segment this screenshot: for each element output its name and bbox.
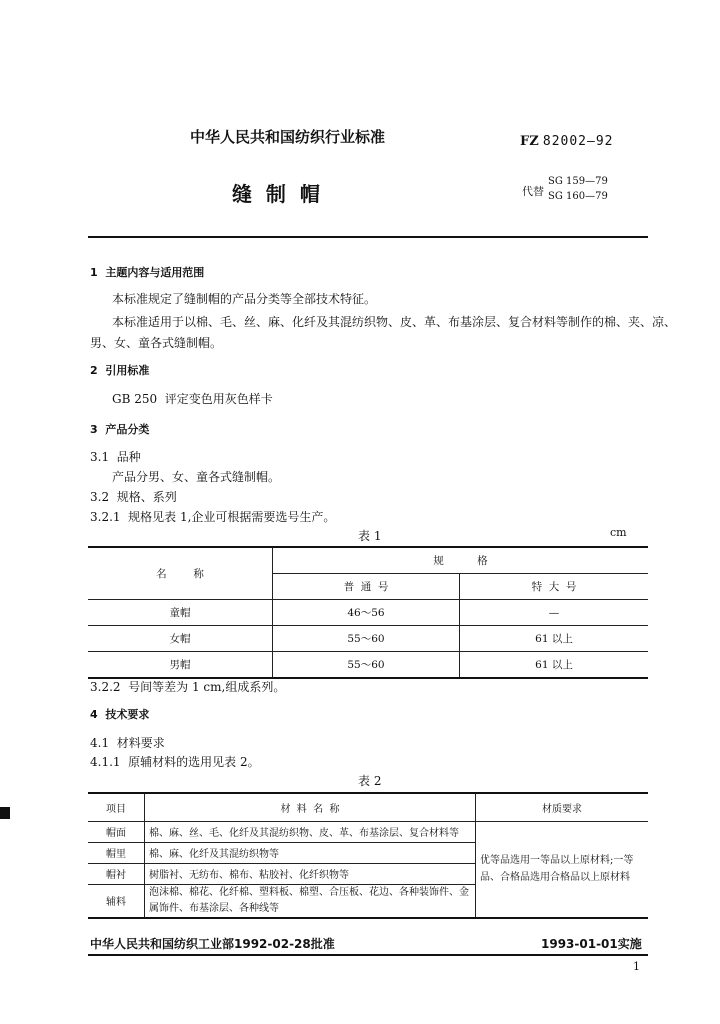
table-2-cell-item: 帽衬 [88, 863, 145, 884]
section-4-heading: 4 技术要求 [90, 708, 150, 721]
clause-3-2-1-text: 3.2.1 规格见表 1,企业可根据需要选号生产。 [90, 510, 336, 524]
clause-3-1-text: 产品分男、女、童各式缝制帽。 [112, 470, 281, 484]
standard-prefix: FZ [520, 134, 539, 149]
replaced-standard-2: SG 160—79 [548, 191, 608, 202]
table-1-header-large: 特 大 号 [460, 574, 649, 600]
replaced-standard-1: SG 159—79 [548, 176, 608, 187]
table-2-header-material: 材 料 名 称 [145, 793, 476, 821]
table-2-cell-item: 帽里 [88, 842, 145, 863]
table-1-cell-name: 女帽 [88, 626, 273, 652]
section-1-paragraph-2: 本标准适用于以棉、毛、丝、麻、化纤及其混纺织物、皮、革、布基涂层、复合材料等制作的棉、夹、凉、 [112, 315, 677, 329]
table-2-header-requirement: 材质要求 [476, 793, 649, 821]
table-2-header-item: 项目 [88, 793, 145, 821]
clause-4-1-1-text: 4.1.1 原辅材料的选用见表 2。 [90, 755, 260, 769]
table-1-cell-large: — [460, 600, 649, 626]
section-1-heading: 1 主题内容与适用范围 [90, 266, 205, 279]
table-1-cell-large: 61 以上 [460, 652, 649, 679]
table-1-cell-normal: 55～60 [273, 626, 460, 652]
table-2-cell-material: 泡沫棉、棉花、化纤棉、塑料板、棉塑、合压板、花边、各种装饰件、金属饰件、布基涂层、各种线等 [145, 884, 476, 918]
scan-edge-mark [0, 807, 10, 819]
section-2-heading: 2 引用标准 [90, 364, 150, 377]
table-1-cell-name: 童帽 [88, 600, 273, 626]
clause-4-1-heading: 4.1 材料要求 [90, 736, 165, 750]
table-1-cell-large: 61 以上 [460, 626, 649, 652]
table-2-cell-material: 棉、麻、丝、毛、化纤及其混纺织物、皮、革、布基涂层、复合材料等 [145, 821, 476, 842]
table-row [88, 821, 648, 842]
table-row [88, 626, 648, 652]
table-1-caption: 表 1 [358, 529, 382, 543]
clause-3-2-heading: 3.2 规格、系列 [90, 490, 177, 504]
table-2 [88, 792, 648, 919]
table-2-cell-material: 树脂衬、无纺布、棉布、粘胶衬、化纤织物等 [145, 863, 476, 884]
table-1-header-spec: 规 格 [273, 547, 649, 574]
document-title: 缝 制 帽 [232, 182, 320, 206]
issuing-organization: 中华人民共和国纺织行业标准 [190, 128, 386, 146]
page-number: 1 [633, 960, 640, 973]
table-2-cell-material: 棉、麻、化纤及其混纺织物等 [145, 842, 476, 863]
table-2-cell-item: 辅料 [88, 884, 145, 918]
replaces-label: 代替 [522, 185, 544, 198]
approval-statement: 中华人民共和国纺织工业部1992-02-28批准 [90, 937, 335, 951]
clause-3-1-heading: 3.1 品种 [90, 450, 141, 464]
clause-3-2-2-text: 3.2.2 号间等差为 1 cm,组成系列。 [90, 680, 286, 694]
section-1-paragraph-2-cont: 男、女、童各式缝制帽。 [90, 336, 223, 350]
table-row [88, 600, 648, 626]
section-3-heading: 3 产品分类 [90, 423, 150, 436]
section-1-paragraph-1: 本标准规定了缝制帽的产品分类等全部技术特征。 [112, 292, 377, 306]
table-1-cell-name: 男帽 [88, 652, 273, 679]
table-2-cell-item: 帽面 [88, 821, 145, 842]
standard-code: 82002—92 [542, 134, 614, 149]
table-2-caption: 表 2 [358, 774, 382, 788]
table-1-unit: cm [610, 526, 627, 539]
table-1-cell-normal: 46～56 [273, 600, 460, 626]
table-row [88, 652, 648, 679]
table-1-header-normal: 普 通 号 [273, 574, 460, 600]
implementation-date: 1993-01-01实施 [541, 937, 642, 951]
table-1-cell-normal: 55～60 [273, 652, 460, 679]
table-1-header-name: 名 称 [88, 547, 273, 600]
table-1 [88, 546, 648, 679]
footer-rule [88, 954, 648, 956]
standard-number [520, 134, 614, 149]
normative-reference: GB 250 评定变色用灰色样卡 [112, 392, 273, 406]
header-rule [88, 236, 648, 238]
table-2-cell-requirement: 优等品选用一等品以上原材料;一等品、合格品选用合格品以上原材料 [476, 821, 649, 918]
